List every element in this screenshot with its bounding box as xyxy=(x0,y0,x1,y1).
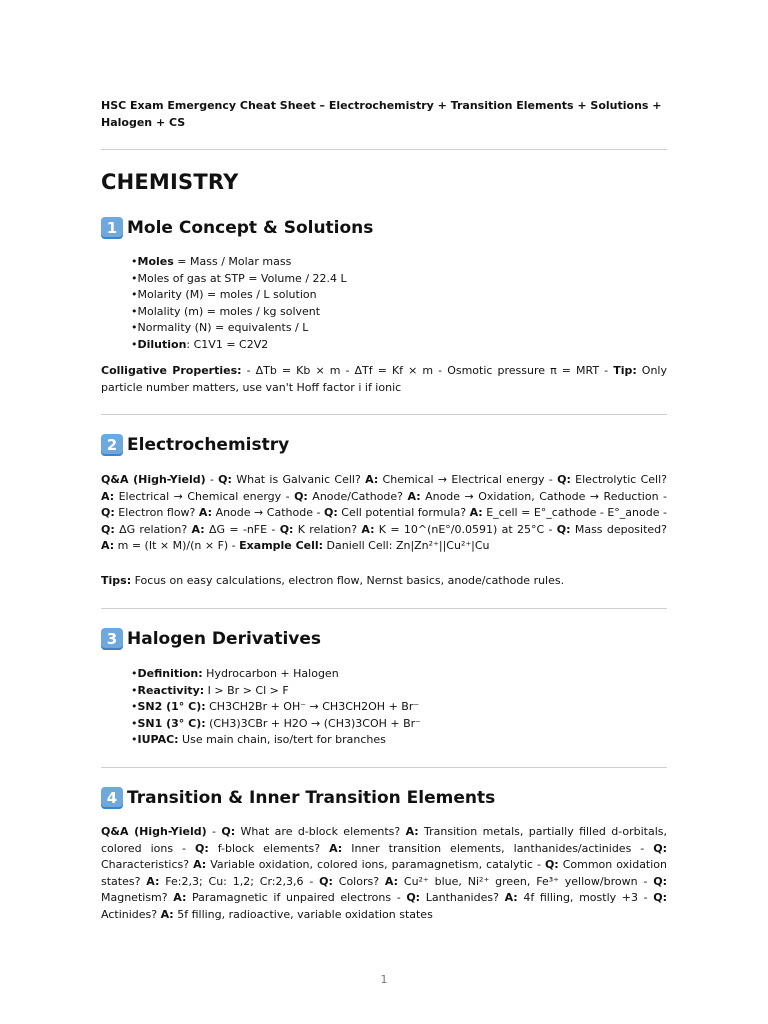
section-1-heading xyxy=(101,217,373,239)
section-title: Electrochemistry xyxy=(127,435,290,455)
divider xyxy=(101,149,667,150)
electrochem-tips: Tips: Focus on easy calculations, electron flow, Nernst basics, anode/cathode rules. xyxy=(101,574,565,587)
section-4-heading xyxy=(101,787,495,809)
section-title: Halogen Derivatives xyxy=(127,629,322,649)
colligative-note: Colligative Properties: - ΔTb = Kb × m - ΔTf = Kf × m - Osmotic pressure π = MRT - Tip: Only particle number matters, use van't Hoff factor i if ionic xyxy=(101,364,667,394)
list-item: • Dilution: C1V1 = C2V2 xyxy=(131,337,347,354)
keycap-number-icon: 2 xyxy=(101,434,123,456)
list-item: • IUPAC: Use main chain, iso/tert for branches xyxy=(131,732,421,749)
list-item: • SN2 (1° C): CH3CH2Br + OH⁻ → CH3CH2OH + Br⁻ xyxy=(131,699,421,716)
electrochem-qa: Q&A (High-Yield) - Q: What is Galvanic Cell? A: Chemical → Electrical energy - Q: Electrolytic Cell? A: Electrical → Chemical energy - Q: Anode/Cathode? A: Anode → Oxidation, Cathode → Reduction - Q: Electron flow? A: Anode → Cathode - Q: Cell potential formula? A: E_cell = E°_cathode - E°_anode - Q: ΔG relation? A: ΔG = -nFE - Q: K relation? A: K = 10^(nE°/0.0591) at 25°C - Q: Mass deposited? A: m = (It × M)/(n × F) - Example Cell: Daniell Cell: Zn|Zn²⁺||Cu²⁺|Cu xyxy=(101,473,667,552)
bullet-list xyxy=(131,254,347,353)
list-item: • SN1 (3° C): (CH3)3CBr + H2O → (CH3)3COH + Br⁻ xyxy=(131,716,421,733)
page-heading: CHEMISTRY xyxy=(101,170,239,194)
keycap-number-icon: 4 xyxy=(101,787,123,809)
transition-qa: Q&A (High-Yield) - Q: What are d-block elements? A: Transition metals, partially filled d-orbitals, colored ions - Q: f-block elements? A: Inner transition elements, lanthanides/actinides - Q: Characteristics? A: Variable oxidation, colored ions, paramagnetism, catalytic - Q: Common oxidation states? A: Fe:2,3; Cu: 1,2; Cr:2,3,6 - Q: Colors? A: Cu²⁺ blue, Ni²⁺ green, Fe³⁺ yellow/brown - Q: Magnetism? A: Paramagnetic if unpaired electrons - Q: Lanthanides? A: 4f filling, mostly +3 - Q: Actinides? A: 5f filling, radioactive, variable oxidation states xyxy=(101,825,668,921)
list-item: • Molarity (M) = moles / L solution xyxy=(131,287,347,304)
bullet-list xyxy=(131,666,421,749)
list-item: • Moles of gas at STP = Volume / 22.4 L xyxy=(131,271,347,288)
section-title: Mole Concept & Solutions xyxy=(127,218,374,238)
list-item: • Reactivity: I > Br > Cl > F xyxy=(131,683,421,700)
list-item: • Molality (m) = moles / kg solvent xyxy=(131,304,347,321)
keycap-number-icon: 3 xyxy=(101,628,123,650)
list-item: • Moles = Mass / Molar mass xyxy=(131,254,347,271)
divider xyxy=(101,608,667,609)
section-2-heading xyxy=(101,434,289,456)
list-item: • Normality (N) = equivalents / L xyxy=(131,320,347,337)
section-title: Transition & Inner Transition Elements xyxy=(127,788,496,808)
divider xyxy=(101,767,667,768)
divider xyxy=(101,414,667,415)
document-title: HSC Exam Emergency Cheat Sheet – Electrochemistry + Transition Elements + Solutions + Halogen + CS xyxy=(101,99,662,129)
list-item: • Definition: Hydrocarbon + Halogen xyxy=(131,666,421,683)
keycap-number-icon: 1 xyxy=(101,217,123,239)
section-3-heading xyxy=(101,628,321,650)
page-number: 1 xyxy=(380,973,388,986)
